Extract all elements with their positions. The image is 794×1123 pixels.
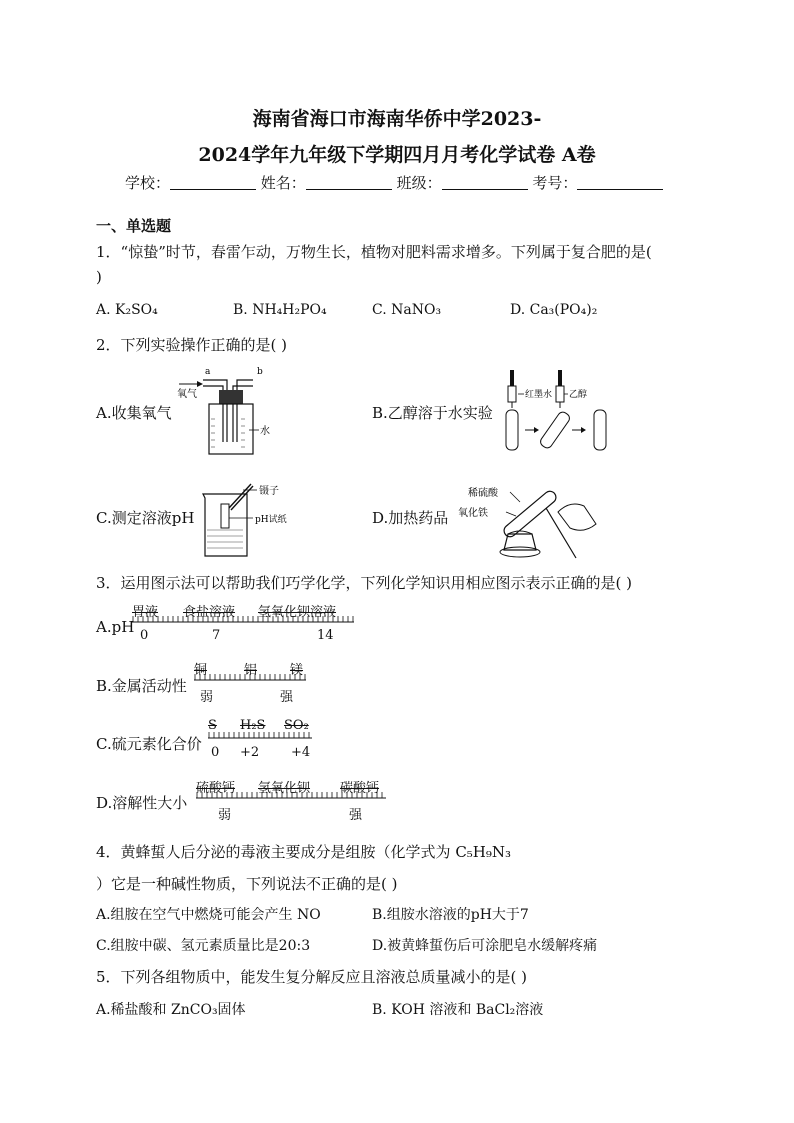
q3-option-d-label: D.溶解性大小	[96, 794, 188, 812]
q3-a-top-2: 食盐溶液	[183, 605, 236, 620]
q4-text-cont: ）它是一种碱性物质，下列说法不正确的是( )	[96, 875, 398, 893]
q5-text: 5．下列各组物质中，能发生复分解反应且溶液总质量减小的是( )	[96, 968, 528, 986]
q3-b-bottom-1: 弱	[200, 690, 214, 705]
q3-option-b-label: B.金属活动性	[96, 677, 187, 695]
exam-no-blank	[577, 175, 663, 190]
q3-a-bottom-3: 14	[317, 628, 334, 643]
q3-c-bottom-3: +4	[291, 745, 311, 760]
q3-b-top-2: 铝	[244, 663, 258, 678]
class-label: 班级：	[396, 174, 442, 192]
q3-d-bottom-1: 弱	[218, 808, 232, 823]
ethanol-figure	[500, 368, 620, 468]
q3-d-top-2: 氢氧化钡	[258, 781, 311, 796]
q4-option-c: C.组胺中碳、氢元素质量比是20:3	[96, 938, 311, 954]
q3-c-bottom-2: +2	[240, 745, 260, 760]
q1-option-c: C. NaNO₃	[372, 302, 442, 318]
q1-text-cont: )	[96, 268, 102, 286]
q3-a-scale	[132, 614, 354, 624]
fig-a-water-label: 水	[260, 426, 270, 437]
q1-text: 1．“惊蛰”时节，春雷乍动，万物生长，植物对肥料需求增多。下列属于复合肥的是(	[96, 243, 652, 261]
q5-option-a: A.稀盐酸和 ZnCO₃固体	[96, 1002, 246, 1018]
fig-a-gas-label: 氧气	[177, 389, 197, 400]
q2-option-b: B.乙醇溶于水实验	[372, 404, 493, 422]
q3-a-bottom-2: 7	[212, 628, 221, 643]
q4-option-a: A.组胺在空气中燃烧可能会产生 NO	[96, 907, 321, 923]
q3-b-scale	[194, 672, 306, 682]
info-fields	[125, 172, 663, 193]
q2-option-a: A.收集氧气	[96, 404, 172, 422]
q5-option-b: B. KOH 溶液和 BaCl₂溶液	[372, 1002, 544, 1018]
q2-option-c: C.测定溶液pH	[96, 509, 195, 527]
q3-b-top-1: 铜	[194, 663, 208, 678]
q3-d-scale	[196, 790, 386, 800]
q2-option-d: D.加热药品	[372, 509, 449, 527]
q3-c-top-2: H₂S	[240, 718, 266, 733]
q1-option-d: D. Ca₃(PO₄)₂	[510, 302, 598, 318]
school-label: 学校：	[125, 174, 171, 192]
title-line-1: 海南省海口市海南华侨中学2023-	[252, 108, 542, 130]
class-blank	[442, 175, 528, 190]
fig-d-acid-label: 稀硫酸	[468, 488, 498, 499]
fig-a-label-b: b	[257, 367, 263, 377]
q4-option-b: B.组胺水溶液的pH大于7	[372, 907, 529, 923]
fig-d-oxide-label: 氧化铁	[458, 508, 488, 519]
q1-option-b: B. NH₄H₂PO₄	[233, 302, 327, 318]
q3-c-scale	[208, 730, 312, 740]
q3-a-top-1: 胃液	[132, 605, 159, 620]
fig-c-paper-label: pH试纸	[255, 515, 287, 525]
q3-c-bottom-1: 0	[211, 745, 220, 760]
q3-option-c-label: C.硫元素化合价	[96, 735, 202, 753]
fig-c-tweezers-label: 镊子	[259, 486, 279, 497]
q3-d-top-1: 硫酸钙	[196, 781, 236, 796]
heating-figure	[458, 472, 603, 562]
ph-test-figure	[195, 478, 305, 558]
q3-text: 3．运用图示法可以帮助我们巧学化学，下列化学知识用相应图示表示正确的是( )	[96, 574, 633, 592]
q3-c-top-3: SO₂	[284, 718, 309, 733]
gas-bottle-figure	[175, 364, 285, 459]
q3-a-top-3: 氢氧化钡溶液	[258, 605, 337, 620]
fig-a-label-a: a	[205, 367, 211, 377]
school-blank	[170, 175, 256, 190]
name-label: 姓名：	[260, 174, 306, 192]
q3-b-top-3: 镁	[290, 663, 304, 678]
q2-text: 2．下列实验操作正确的是( )	[96, 336, 288, 354]
q3-c-top-1: S	[208, 718, 217, 733]
q3-d-top-3: 碳酸钙	[340, 781, 380, 796]
q4-option-d: D.被黄蜂蜇伤后可涂肥皂水缓解疼痛	[372, 938, 598, 954]
q3-a-bottom-1: 0	[140, 628, 149, 643]
fig-b-ethanol-label: 乙醇	[569, 390, 588, 400]
q3-b-bottom-2: 强	[280, 690, 294, 705]
section-title: 一、单选题	[96, 217, 172, 235]
q1-option-a: A. K₂SO₄	[96, 302, 158, 318]
q4-text: 4．黄蜂蜇人后分泌的毒液主要成分是组胺（化学式为 C₅H₉N₃	[96, 843, 512, 861]
exam-no-label: 考号：	[532, 174, 578, 192]
q3-d-bottom-2: 强	[349, 808, 363, 823]
title-line-2: 2024学年九年级下学期四月月考化学试卷 A卷	[198, 144, 596, 166]
q3-option-a-label: A.pH	[96, 618, 135, 636]
name-blank	[306, 175, 392, 190]
fig-b-ink-label: 红墨水	[525, 390, 553, 400]
